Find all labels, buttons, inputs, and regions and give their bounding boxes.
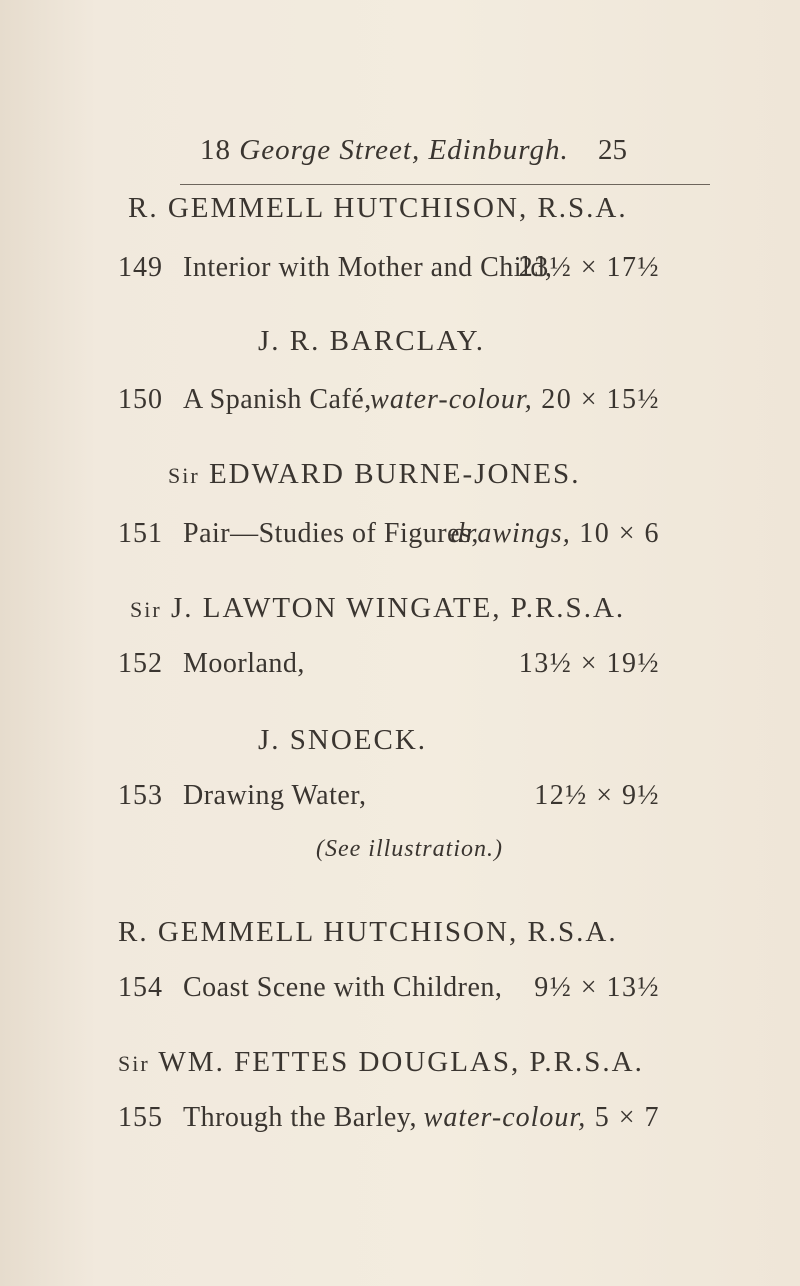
entry-number: 151 xyxy=(118,518,163,549)
artist-heading: R. GEMMELL HUTCHISON, R.S.A. xyxy=(118,916,618,948)
catalogue-entry xyxy=(0,252,800,292)
artist-heading xyxy=(168,458,580,491)
entry-title: Pair—Studies of Figures, xyxy=(183,518,479,549)
artist-heading: J. SNOECK. xyxy=(258,724,428,756)
entry-dimensions: 9½ × 13½ xyxy=(534,972,660,1003)
entry-dimension-values: 20 × 15½ xyxy=(541,384,660,415)
artist-name: EDWARD BURNE-JONES. xyxy=(208,458,581,490)
header-address-number: 18 xyxy=(200,134,231,166)
entry-number: 149 xyxy=(118,252,163,283)
entry-number: 154 xyxy=(118,972,163,1003)
page-header xyxy=(0,134,800,174)
entry-medium: drawings, xyxy=(450,518,571,549)
artist-prefix: Sir xyxy=(130,597,162,622)
catalogue-entry xyxy=(0,648,800,688)
artist-name: WM. FETTES DOUGLAS, P.R.S.A. xyxy=(158,1046,644,1078)
entry-title: Coast Scene with Children, xyxy=(183,972,503,1003)
entry-note: (See illustration.) xyxy=(316,836,503,862)
entry-medium: water-colour, xyxy=(423,1102,587,1133)
header-address xyxy=(200,134,569,167)
artist-heading: R. GEMMELL HUTCHISON, R.S.A. xyxy=(128,192,628,224)
entry-number: 152 xyxy=(118,648,163,679)
catalogue-entry xyxy=(0,518,800,558)
entry-title: Interior with Mother and Child, xyxy=(183,252,553,283)
entry-dimensions xyxy=(450,518,660,550)
entry-dimensions: 12½ × 9½ xyxy=(534,780,660,811)
artist-prefix: Sir xyxy=(118,1051,150,1076)
entry-dimensions: 23½ × 17½ xyxy=(518,252,660,283)
entry-dimensions xyxy=(370,384,660,416)
catalogue-entry xyxy=(0,1102,800,1142)
entry-dimension-values: 5 × 7 xyxy=(594,1102,660,1133)
artist-heading xyxy=(130,592,625,625)
entry-title: Drawing Water, xyxy=(183,780,367,811)
header-rule xyxy=(180,184,710,185)
entry-number: 150 xyxy=(118,384,163,415)
artist-heading xyxy=(118,1046,644,1079)
entry-dimensions: 13½ × 19½ xyxy=(518,648,660,679)
artist-name: J. LAWTON WINGATE, P.R.S.A. xyxy=(170,592,626,624)
catalogue-entry xyxy=(0,384,800,424)
entry-number: 155 xyxy=(118,1102,163,1133)
entry-dimensions xyxy=(424,1102,660,1134)
entry-title: A Spanish Café, xyxy=(183,384,372,415)
entry-title: Moorland, xyxy=(183,648,305,679)
artist-prefix: Sir xyxy=(168,463,200,488)
catalogue-entry xyxy=(0,972,800,1012)
entry-number: 153 xyxy=(118,780,163,811)
entry-title: Through the Barley, xyxy=(183,1102,417,1133)
page-number: 25 xyxy=(598,134,627,166)
entry-dimension-values: 10 × 6 xyxy=(579,518,660,549)
artist-heading: J. R. BARCLAY. xyxy=(258,325,486,357)
entry-medium: water-colour, xyxy=(370,384,533,415)
header-address-text: George Street, Edinburgh. xyxy=(239,134,569,166)
